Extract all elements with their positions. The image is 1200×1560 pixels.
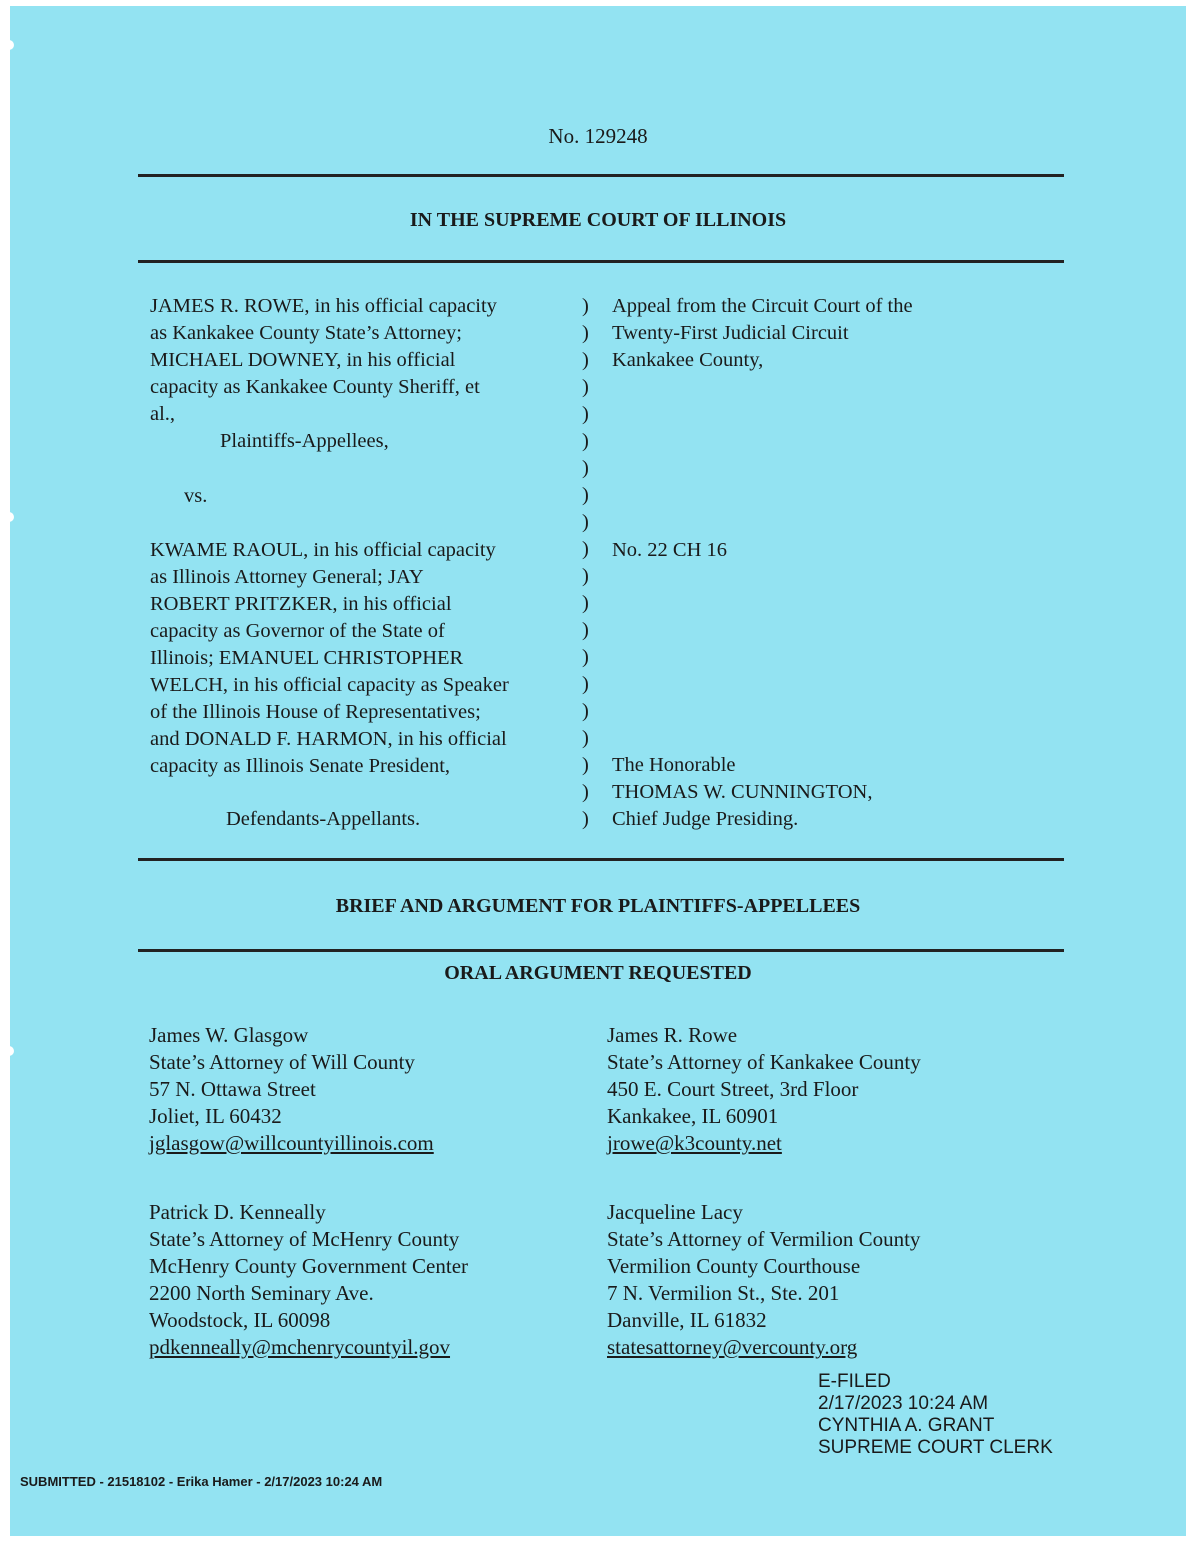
attorney-address-line: 7 N. Vermilion St., Ste. 201 [607, 1281, 840, 1305]
attorney-block [149, 1022, 434, 1157]
attorney-name: Jacqueline Lacy [607, 1200, 743, 1224]
defendant-line: WELCH, in his official capacity as Speaker [150, 674, 509, 696]
defendant-line: Illinois; EMANUEL CHRISTOPHER [150, 647, 464, 669]
plaintiffs-role: Plaintiffs-Appellees, [220, 430, 389, 452]
efiled-stamp [818, 1371, 1053, 1459]
attorney-email-link[interactable]: statesattorney@vercounty.org [607, 1335, 858, 1359]
plaintiffs-block [150, 293, 497, 455]
paren: ) [582, 592, 589, 614]
attorney-email-link[interactable]: jglasgow@willcountyillinois.com [149, 1131, 434, 1155]
punch-hole [4, 40, 14, 50]
oral-argument-requested: ORAL ARGUMENT REQUESTED [444, 962, 752, 984]
attorney-name: James W. Glasgow [149, 1023, 309, 1047]
paren: ) [582, 754, 589, 776]
plaintiff-line: as Kankakee County State’s Attorney; [150, 322, 462, 344]
paren: ) [582, 646, 589, 668]
judge-block [612, 752, 872, 833]
paren: ) [582, 727, 589, 749]
divider [138, 260, 1064, 263]
efiled-status: E-FILED [818, 1371, 891, 1392]
paren: ) [582, 403, 589, 425]
defendant-line: as Illinois Attorney General; JAY [150, 566, 424, 588]
paren: ) [582, 457, 589, 479]
appeal-from-line: Appeal from the Circuit Court of the [612, 295, 913, 317]
divider [138, 949, 1064, 952]
caption-parenthesis-column [582, 293, 589, 833]
attorney-title: State’s Attorney of Will County [149, 1050, 415, 1074]
plaintiff-line: MICHAEL DOWNEY, in his official [150, 349, 456, 371]
attorney-name: Patrick D. Kenneally [149, 1200, 326, 1224]
divider [138, 858, 1064, 861]
judge-line: Chief Judge Presiding. [612, 808, 799, 830]
paren: ) [582, 295, 589, 317]
attorney-email-link[interactable]: pdkenneally@mchenrycountyil.gov [149, 1335, 451, 1359]
attorney-address-line: Kankakee, IL 60901 [607, 1104, 779, 1128]
appeal-from-block [612, 293, 913, 374]
attorney-title: State’s Attorney of Kankakee County [607, 1050, 921, 1074]
punch-hole [4, 512, 14, 522]
court-name: IN THE SUPREME COURT OF ILLINOIS [409, 209, 787, 231]
efiled-datetime: 2/17/2023 10:24 AM [818, 1393, 989, 1414]
attorney-address-line: Joliet, IL 60432 [149, 1104, 282, 1128]
versus: vs. [184, 485, 208, 507]
defendant-line: of the Illinois House of Representatives; [150, 701, 481, 723]
efiled-office: SUPREME COURT CLERK [818, 1437, 1053, 1458]
plaintiff-line: capacity as Kankakee County Sheriff, et [150, 376, 480, 398]
brief-title: BRIEF AND ARGUMENT FOR PLAINTIFFS-APPELLEES [335, 895, 861, 917]
attorney-address-line: Woodstock, IL 60098 [149, 1308, 331, 1332]
defendant-line: and DONALD F. HARMON, in his official [150, 728, 507, 750]
attorney-address-line: Vermilion County Courthouse [607, 1254, 861, 1278]
paren: ) [582, 349, 589, 371]
attorney-address-line: 57 N. Ottawa Street [149, 1077, 316, 1101]
appeal-from-line: Twenty-First Judicial Circuit [612, 322, 849, 344]
attorney-address-line: 2200 North Seminary Ave. [149, 1281, 374, 1305]
defendant-line: ROBERT PRITZKER, in his official [150, 593, 452, 615]
defendant-line: capacity as Illinois Senate President, [150, 755, 451, 777]
plaintiff-line: JAMES R. ROWE, in his official capacity [150, 295, 497, 317]
defendant-line: capacity as Governor of the State of [150, 620, 445, 642]
paren: ) [582, 430, 589, 452]
circuit-case-number: No. 22 CH 16 [612, 539, 728, 561]
divider [138, 174, 1064, 177]
paren: ) [582, 673, 589, 695]
brief-cover-page [10, 6, 1186, 1536]
attorney-address-line: Danville, IL 61832 [607, 1308, 767, 1332]
defendants-role: Defendants-Appellants. [226, 808, 421, 830]
defendants-block [150, 537, 509, 780]
punch-hole [4, 1046, 14, 1056]
submission-footer: SUBMITTED - 21518102 - Erika Hamer - 2/17/2023 10:24 AM [20, 1474, 383, 1489]
paren: ) [582, 781, 589, 803]
paren: ) [582, 322, 589, 344]
paren: ) [582, 538, 589, 560]
attorney-title: State’s Attorney of Vermilion County [607, 1227, 921, 1251]
attorney-block [149, 1199, 468, 1361]
attorney-email-link[interactable]: jrowe@k3county.net [607, 1131, 782, 1155]
efiled-clerk: CYNTHIA A. GRANT [818, 1415, 995, 1436]
attorney-address-line: 450 E. Court Street, 3rd Floor [607, 1077, 859, 1101]
attorney-block [607, 1199, 920, 1361]
paren: ) [582, 565, 589, 587]
paren: ) [582, 700, 589, 722]
defendant-line: KWAME RAOUL, in his official capacity [150, 539, 496, 561]
judge-line: THOMAS W. CUNNINGTON, [612, 781, 873, 803]
paren: ) [582, 484, 589, 506]
attorney-address-line: McHenry County Government Center [149, 1254, 469, 1278]
judge-line: The Honorable [612, 754, 736, 776]
paren: ) [582, 619, 589, 641]
attorney-block [607, 1022, 921, 1157]
supreme-court-case-number: No. 129248 [548, 124, 648, 148]
paren: ) [582, 511, 589, 533]
plaintiff-line: al., [150, 403, 176, 425]
attorney-title: State’s Attorney of McHenry County [149, 1227, 460, 1251]
attorney-name: James R. Rowe [607, 1023, 738, 1047]
appeal-from-line: Kankakee County, [612, 349, 764, 371]
paren: ) [582, 808, 589, 830]
paren: ) [582, 376, 589, 398]
